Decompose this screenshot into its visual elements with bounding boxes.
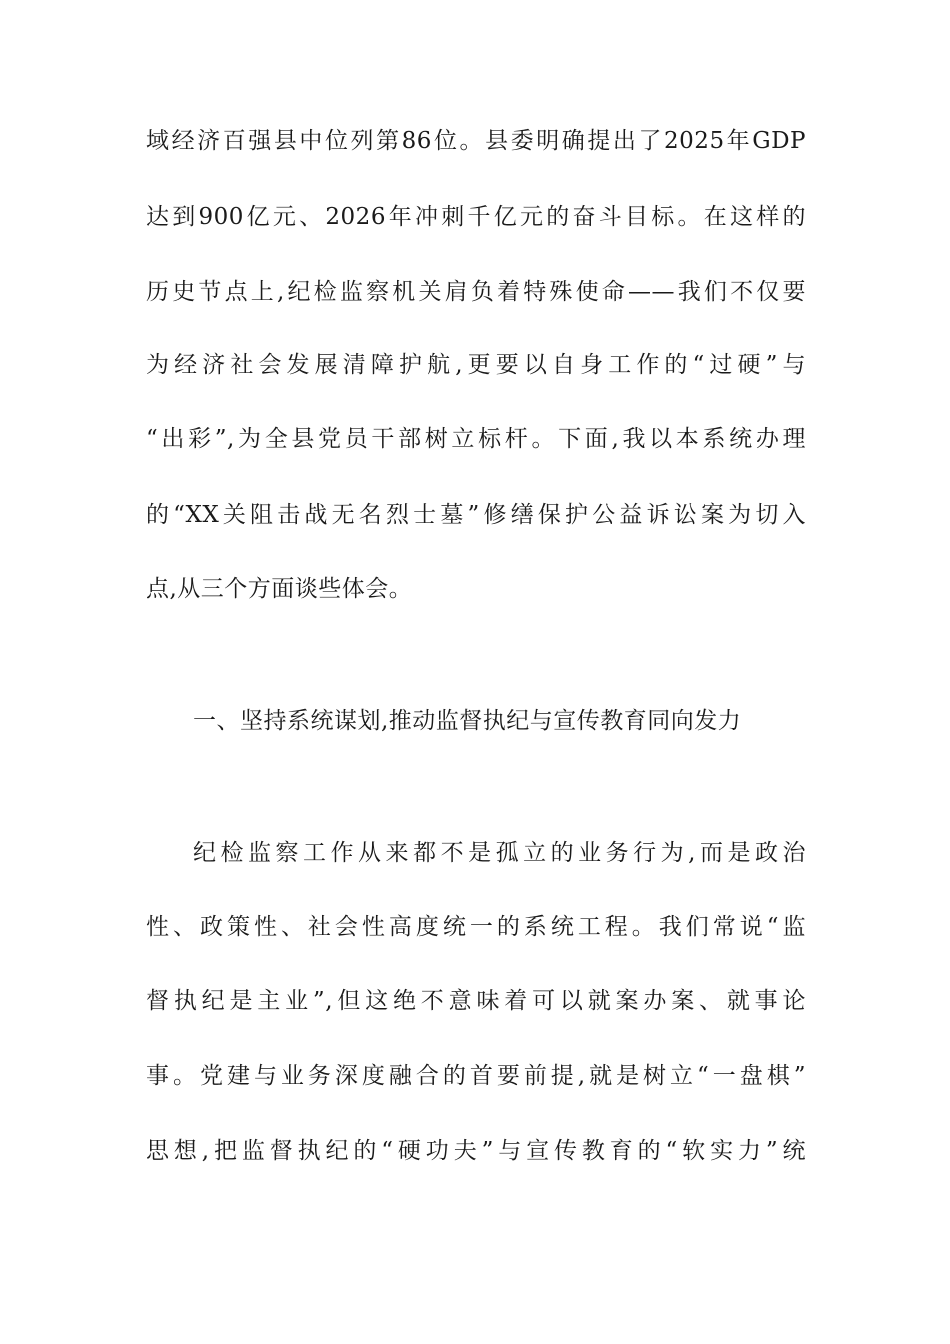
paragraph2-line-2: 性、政策性、社会性高度统一的系统工程。我们常说“监 [146,914,806,940]
paragraph2-line-3: 督执纪是主业”,但这绝不意味着可以就案办案、就事论 [146,988,806,1014]
paragraph1-line-1: 域经济百强县中位列第86位。县委明确提出了2025年GDP [146,128,806,154]
paragraph2-line-4: 事。党建与业务深度融合的首要前提,就是树立“一盘棋” [146,1063,806,1089]
paragraph1-line-3: 历史节点上,纪检监察机关肩负着特殊使命——我们不仅要 [146,279,806,305]
paragraph1-line-7: 点,从三个方面谈些体会。 [146,576,413,602]
paragraph2-line-1: 纪检监察工作从来都不是孤立的业务行为,而是政治 [193,840,806,866]
paragraph1-line-2: 达到900亿元、2026年冲刺千亿元的奋斗目标。在这样的 [146,204,806,230]
paragraph1-line-4: 为经济社会发展清障护航,更要以自身工作的“过硬”与 [146,352,806,378]
paragraph1-line-5: “出彩”,为全县党员干部树立标杆。下面,我以本系统办理 [146,426,806,452]
paragraph2-line-5: 思想,把监督执纪的“硬功夫”与宣传教育的“软实力”统 [146,1138,806,1164]
section-heading: 一、坚持系统谋划,推动监督执纪与宣传教育同向发力 [193,708,742,734]
paragraph1-line-6: 的“XX关阻击战无名烈士墓”修缮保护公益诉讼案为切入 [146,502,806,528]
